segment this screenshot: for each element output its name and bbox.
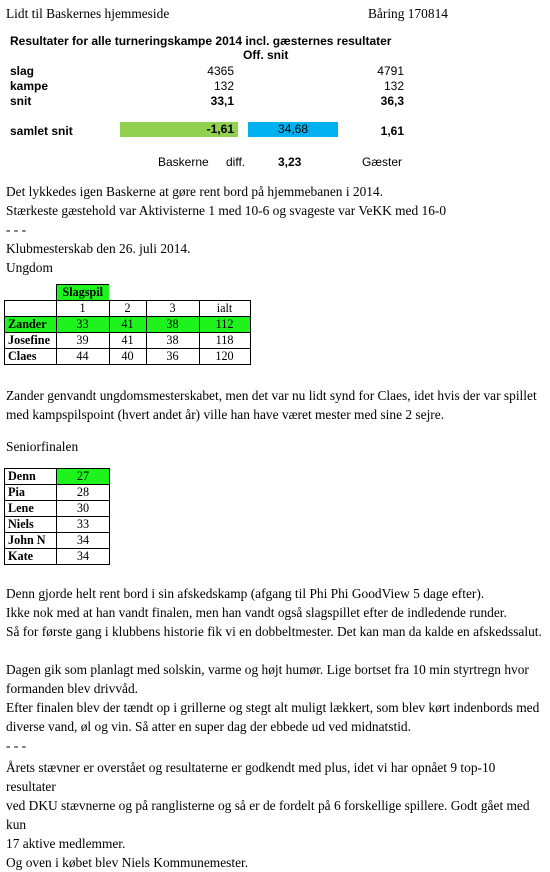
section-heading: Seniorfinalen — [6, 439, 79, 454]
player-name: Lene — [5, 501, 57, 517]
score-cell: 27 — [57, 469, 110, 485]
text-line: diverse vand, øl og vin. Så atter en super dag der ebbede ud ved midnatstid. — [6, 719, 411, 734]
text-line: Efter finalen blev der tændt op i grillerne og stegt alt muligt lækkert, som blev kørt indenbords med — [6, 700, 540, 715]
row-label-snit: snit — [10, 94, 32, 108]
score-cell: 38 — [146, 333, 199, 349]
column-header: 2 — [109, 301, 146, 317]
score-cell: 36 — [146, 349, 199, 365]
score-cell: 40 — [109, 349, 146, 365]
text-line: Og oven i købet blev Niels Kommunemester. — [6, 855, 249, 870]
senior-title — [6, 437, 546, 456]
player-name: Pia — [5, 485, 57, 501]
text-line: med kampspilspoint (hvert andet år) ville han have været mester med sine 2 sejre. — [6, 407, 445, 422]
home-slag: 4365 — [207, 64, 234, 78]
row-label-slag: slag — [10, 64, 35, 78]
table-row — [5, 517, 110, 533]
score-cell: 33 — [57, 517, 110, 533]
row-label-kampe: kampe — [10, 79, 49, 93]
results-title: Resultater for alle turneringskampe 2014 incl. gæsternes resultater — [10, 34, 392, 48]
intro-paragraph — [6, 182, 546, 277]
home-snit: 33,1 — [210, 94, 234, 108]
player-name: Zander — [5, 317, 57, 333]
column-header: ialt — [199, 301, 250, 317]
table-row — [5, 501, 110, 517]
total-cell: 112 — [199, 317, 250, 333]
samlet-snit-label: samlet snit — [10, 124, 73, 138]
text-line: Dagen gik som planlagt med solskin, varme og højt humør. Lige bortset fra 10 min styrtregn hvor — [6, 662, 529, 677]
text-line: Ungdom — [6, 260, 53, 275]
player-name: Niels — [5, 517, 57, 533]
home-samlet-box: -1,61 — [120, 122, 238, 137]
player-name: John N — [5, 533, 57, 549]
table-row — [5, 549, 110, 565]
page-header — [6, 4, 544, 22]
text-line: - - - — [6, 222, 27, 237]
day-paragraph — [6, 660, 546, 755]
table-header-row — [5, 301, 251, 317]
score-cell: 30 — [57, 501, 110, 517]
table-row — [5, 533, 110, 549]
table-row — [5, 469, 110, 485]
guest-label: Gæster — [362, 155, 403, 169]
table-row — [5, 317, 251, 333]
off-snit-label: Off. snit — [243, 48, 289, 62]
score-cell: 28 — [57, 485, 110, 501]
score-cell: 38 — [146, 317, 199, 333]
text-line: Denn gjorde helt rent bord i sin afskedskamp (afgang til Phi Phi GoodView 5 dage efter). — [6, 586, 485, 601]
table-row — [5, 485, 110, 501]
player-name: Denn — [5, 469, 57, 485]
text-line: Ikke nok med at han vandt finalen, men han vandt også slagspillet efter de indledende runder. — [6, 605, 507, 620]
table-row — [5, 333, 251, 349]
score-cell: 41 — [109, 333, 146, 349]
header-date: Båring 170814 — [368, 6, 448, 21]
text-line: Klubmesterskab den 26. juli 2014. — [6, 241, 191, 256]
guest-snit: 36,3 — [380, 94, 404, 108]
youth-paragraph — [6, 386, 546, 424]
home-label: Baskerne — [158, 155, 209, 169]
guest-slag: 4791 — [377, 64, 404, 78]
text-line: 17 aktive medlemmer. — [6, 836, 126, 851]
total-cell: 120 — [199, 349, 250, 365]
text-line: Zander genvandt ungdomsmesterskabet, men det var nu lidt synd for Claes, idet hvis der var spillet — [6, 388, 537, 403]
column-header: 1 — [56, 301, 109, 317]
slagspil-header: Slagspil — [56, 285, 109, 301]
total-cell: 118 — [199, 333, 250, 349]
header-title: Lidt til Baskernes hjemmeside — [6, 6, 170, 21]
senior-paragraph — [6, 584, 546, 641]
senior-results-table — [4, 468, 110, 565]
score-cell: 44 — [56, 349, 109, 365]
score-cell: 41 — [109, 317, 146, 333]
text-line: Det lykkedes igen Baskerne at gøre rent bord på hjemmebanen i 2014. — [6, 184, 384, 199]
text-line: Så for første gang i klubbens historie fik vi en dobbeltmester. Det kan man da kalde en afskedssalut. — [6, 624, 542, 639]
results-summary — [0, 30, 550, 178]
score-cell: 39 — [56, 333, 109, 349]
player-name: Claes — [5, 349, 57, 365]
home-kampe: 132 — [213, 79, 234, 93]
guest-kampe: 132 — [383, 79, 404, 93]
player-name: Josefine — [5, 333, 57, 349]
season-paragraph — [6, 758, 546, 872]
score-cell: 34 — [57, 533, 110, 549]
youth-results-table — [4, 284, 251, 365]
table-row — [5, 349, 251, 365]
text-line: ved DKU stævnerne og på ranglisterne og så er de fordelt på 6 forskellige spillere. Godt gået med kun — [6, 798, 530, 832]
diff-label: diff. — [226, 155, 246, 169]
column-header: 3 — [146, 301, 199, 317]
off-samlet-box: 34,68 — [248, 122, 338, 137]
text-line: - - - — [6, 738, 27, 753]
player-name: Kate — [5, 549, 57, 565]
guest-samlet: 1,61 — [380, 124, 404, 138]
score-cell: 33 — [56, 317, 109, 333]
score-cell: 34 — [57, 549, 110, 565]
text-line: Stærkeste gæstehold var Aktivisterne 1 med 10-6 og svageste var VeKK med 16-0 — [6, 203, 447, 218]
text-line: Årets stævner er overstået og resultaterne er godkendt med plus, idet vi har opnået 9 top-10 resultater — [6, 760, 496, 794]
text-line: formanden blev drivvåd. — [6, 681, 139, 696]
diff-value: 3,23 — [278, 155, 302, 169]
